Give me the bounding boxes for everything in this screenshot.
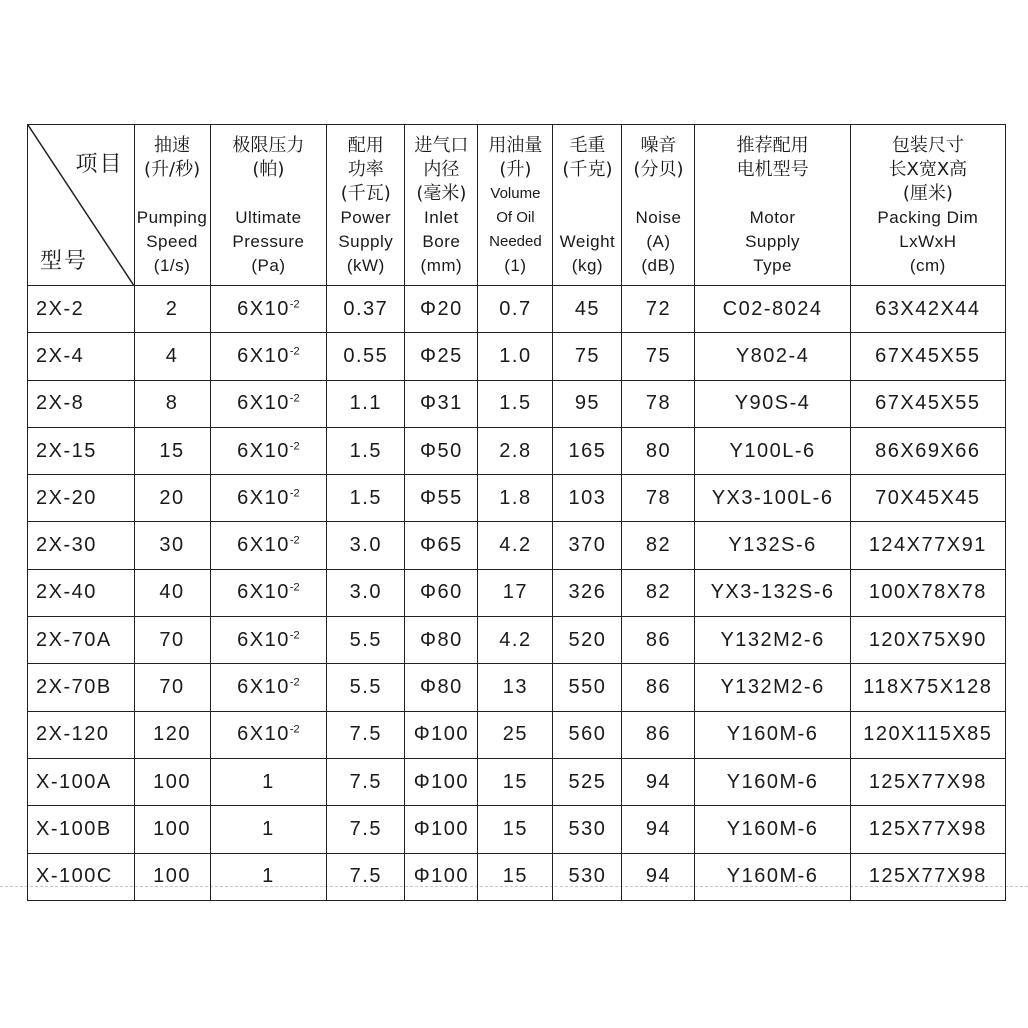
header-en-line: Power [340,208,392,227]
cell-power: 7.5 [327,806,405,853]
table-body [28,286,1006,901]
column-header-weight [553,125,622,286]
cell-inlet: Φ50 [405,427,478,474]
cell-model: X-100B [28,806,135,853]
header-en-line: (1/s) [153,256,191,275]
cell-pack: 125X77X98 [850,758,1005,805]
header-cn-line: 内径 [423,159,460,180]
cell-inlet: Φ100 [405,806,478,853]
header-row [28,125,1006,286]
header-en-line: (Pa) [251,256,286,275]
cell-pack: 124X77X91 [850,522,1005,569]
cell-pack: 86X69X66 [850,427,1005,474]
cell-power: 5.5 [327,617,405,664]
pressure-base: 1 [262,770,275,793]
header-en-line: (dB) [641,256,676,275]
pressure-exponent: -2 [289,487,300,500]
column-header-power [327,125,405,286]
header-en-line: (A) [646,232,671,251]
cell-oil: 1.8 [478,475,553,522]
pressure-base: 6X10 [237,486,290,509]
cell-speed: 30 [134,522,210,569]
header-cn-line: 包装尺寸 [891,135,964,156]
pressure-exponent: -2 [289,534,300,547]
cell-power: 7.5 [327,853,405,900]
header-en-line: Motor [749,208,796,227]
cell-model: 2X-4 [28,333,135,380]
pressure-exponent: -2 [289,581,300,594]
cell-inlet: Φ25 [405,333,478,380]
header-en-line: Bore [422,232,461,251]
cell-pack: 67X45X55 [850,380,1005,427]
cell-pressure [210,475,327,522]
cell-noise: 72 [622,286,695,333]
spec-table [27,124,1006,901]
header-cn-line: (毫米) [416,183,467,204]
cell-speed: 40 [134,569,210,616]
header-en-line: Ultimate [235,208,302,227]
cell-model: 2X-70B [28,664,135,711]
cell-model: 2X-20 [28,475,135,522]
cell-pack: 67X45X55 [850,333,1005,380]
column-header-oil [478,125,553,286]
header-cn-line: 毛重 [569,135,606,156]
column-header-speed [134,125,210,286]
cell-model: 2X-120 [28,711,135,758]
header-en-line: Pumping [136,208,208,227]
cell-weight: 560 [553,711,622,758]
header-en-line: Packing Dim [877,208,979,227]
cell-pressure [210,286,327,333]
column-header-inlet [405,125,478,286]
cell-weight: 525 [553,758,622,805]
pressure-base: 6X10 [237,723,290,746]
cell-oil: 0.7 [478,286,553,333]
cell-motor: YX3-100L-6 [695,475,850,522]
cell-inlet: Φ80 [405,664,478,711]
pressure-base: 6X10 [237,392,290,415]
cell-pressure [210,380,327,427]
header-en-line: Weight [559,232,616,251]
pressure-base: 6X10 [237,439,290,462]
cell-weight: 95 [553,380,622,427]
cell-inlet: Φ20 [405,286,478,333]
cell-pressure [210,617,327,664]
column-header-pack [850,125,1005,286]
cell-weight: 45 [553,286,622,333]
pressure-base: 6X10 [237,344,290,367]
table-row [28,617,1006,664]
cell-speed: 100 [134,806,210,853]
table-row [28,711,1006,758]
table-row [28,286,1006,333]
cell-weight: 103 [553,475,622,522]
cell-weight: 550 [553,664,622,711]
cell-weight: 530 [553,853,622,900]
cell-speed: 70 [134,664,210,711]
cell-motor: C02-8024 [695,286,850,333]
pressure-exponent: -2 [289,345,300,358]
table-row [28,522,1006,569]
header-cn-line: 推荐配用 [736,135,809,156]
cell-weight: 530 [553,806,622,853]
header-en-line: Type [753,256,792,275]
cell-oil: 15 [478,758,553,805]
cell-model: 2X-30 [28,522,135,569]
cell-inlet: Φ31 [405,380,478,427]
cell-speed: 20 [134,475,210,522]
cell-inlet: Φ80 [405,617,478,664]
cell-power: 0.37 [327,286,405,333]
table-row [28,380,1006,427]
header-en-line: Volume [490,185,541,202]
cell-pack: 100X78X78 [850,569,1005,616]
cell-oil: 15 [478,853,553,900]
header-en-line: Speed [146,232,198,251]
cell-power: 1.5 [327,427,405,474]
cell-model: X-100C [28,853,135,900]
cell-model: 2X-40 [28,569,135,616]
table-row [28,806,1006,853]
cell-motor: YX3-132S-6 [695,569,850,616]
cell-noise: 78 [622,475,695,522]
header-en-line: (kW) [346,256,385,275]
cell-pack: 120X115X85 [850,711,1005,758]
header-en-line: Noise [635,208,682,227]
cell-inlet: Φ55 [405,475,478,522]
cell-power: 5.5 [327,664,405,711]
cell-noise: 94 [622,758,695,805]
cell-oil: 15 [478,806,553,853]
cell-power: 3.0 [327,522,405,569]
cell-motor: Y802-4 [695,333,850,380]
cell-motor: Y132M2-6 [695,664,850,711]
table-row [28,664,1006,711]
cell-motor: Y100L-6 [695,427,850,474]
pressure-exponent: -2 [289,629,300,642]
cell-pressure [210,806,327,853]
header-en-line: Supply [745,232,801,251]
cell-inlet: Φ100 [405,711,478,758]
corner-header-cell [28,125,135,286]
cell-power: 1.5 [327,475,405,522]
cell-oil: 1.5 [478,380,553,427]
cell-motor: Y132S-6 [695,522,850,569]
cell-noise: 86 [622,711,695,758]
cell-noise: 94 [622,853,695,900]
cell-oil: 4.2 [478,617,553,664]
column-header-pressure [210,125,327,286]
cell-pack: 70X45X45 [850,475,1005,522]
header-cn-line: (千瓦) [340,183,391,204]
cell-power: 0.55 [327,333,405,380]
pressure-exponent: -2 [289,723,300,736]
header-en-line: (cm) [909,256,946,275]
cell-pressure [210,664,327,711]
cell-pressure [210,522,327,569]
cell-motor: Y160M-6 [695,711,850,758]
cell-model: 2X-15 [28,427,135,474]
cell-inlet: Φ100 [405,853,478,900]
cell-model: 2X-8 [28,380,135,427]
cell-speed: 8 [134,380,210,427]
cell-weight: 370 [553,522,622,569]
cell-model: 2X-70A [28,617,135,664]
cell-power: 7.5 [327,711,405,758]
header-en-line: Of Oil [496,209,535,226]
cell-motor: Y160M-6 [695,853,850,900]
header-cn-line: 用油量 [488,135,543,156]
cell-oil: 17 [478,569,553,616]
header-cn-line: 进气口 [414,135,469,156]
pressure-exponent: -2 [289,392,300,405]
cell-oil: 1.0 [478,333,553,380]
cell-motor: Y90S-4 [695,380,850,427]
header-en-line: (1) [504,256,527,275]
header-cn-line: (帕) [252,159,285,180]
cell-speed: 2 [134,286,210,333]
header-en-line: (mm) [420,256,463,275]
header-cn-line: (升/秒) [144,159,201,180]
cell-pressure [210,758,327,805]
column-header-motor [695,125,850,286]
cell-model: 2X-2 [28,286,135,333]
cell-power: 1.1 [327,380,405,427]
column-header-noise [622,125,695,286]
table-row [28,475,1006,522]
pressure-base: 6X10 [237,297,290,320]
cell-pack: 125X77X98 [850,853,1005,900]
cell-noise: 86 [622,617,695,664]
cell-speed: 100 [134,853,210,900]
cell-inlet: Φ100 [405,758,478,805]
header-en-line: Supply [338,232,394,251]
cell-noise: 80 [622,427,695,474]
cell-noise: 94 [622,806,695,853]
corner-model-label: 型号 [40,249,89,274]
header-cn-line: 功率 [347,159,384,180]
cell-pack: 118X75X128 [850,664,1005,711]
header-cn-line: 长X宽X高 [888,159,968,180]
cell-motor: Y160M-6 [695,806,850,853]
header-cn-line: 极限压力 [232,135,305,156]
pressure-base: 1 [262,865,275,888]
cell-pressure [210,333,327,380]
cell-noise: 78 [622,380,695,427]
pressure-base: 6X10 [237,534,290,557]
header-en-line: Needed [489,233,542,250]
pressure-base: 6X10 [237,581,290,604]
cell-oil: 4.2 [478,522,553,569]
pressure-exponent: -2 [289,297,300,310]
cell-speed: 100 [134,758,210,805]
table-row [28,758,1006,805]
header-cn-line: (升) [499,159,532,180]
cell-pressure [210,569,327,616]
header-en-line: Inlet [424,208,459,227]
cell-power: 3.0 [327,569,405,616]
header-en-line: Pressure [232,232,305,251]
cell-speed: 4 [134,333,210,380]
cell-inlet: Φ60 [405,569,478,616]
cell-weight: 326 [553,569,622,616]
cell-oil: 2.8 [478,427,553,474]
cell-oil: 25 [478,711,553,758]
cell-pack: 125X77X98 [850,806,1005,853]
pressure-exponent: -2 [289,439,300,452]
cell-weight: 75 [553,333,622,380]
pressure-base: 6X10 [237,676,290,699]
cell-speed: 120 [134,711,210,758]
pressure-base: 1 [262,817,275,840]
pressure-exponent: -2 [289,676,300,689]
cell-speed: 15 [134,427,210,474]
cell-pack: 63X42X44 [850,286,1005,333]
header-cn-line: (分贝) [633,159,684,180]
cell-noise: 82 [622,522,695,569]
cell-pressure [210,853,327,900]
header-cn-line: 噪音 [640,135,677,156]
cell-oil: 13 [478,664,553,711]
header-cn-line: 抽速 [154,135,191,156]
table-row [28,427,1006,474]
header-cn-line: 配用 [347,135,384,156]
cell-pressure [210,711,327,758]
cell-model: X-100A [28,758,135,805]
cell-motor: Y132M2-6 [695,617,850,664]
header-cn-line: (厘米) [902,183,953,204]
table-row [28,333,1006,380]
table-row [28,853,1006,900]
cell-noise: 82 [622,569,695,616]
header-cn-line: 电机型号 [736,159,809,180]
table-row [28,569,1006,616]
cell-noise: 86 [622,664,695,711]
pressure-base: 6X10 [237,628,290,651]
corner-item-label: 项目 [75,152,124,177]
cell-power: 7.5 [327,758,405,805]
header-en-line: LxWxH [899,232,957,251]
cell-noise: 75 [622,333,695,380]
cell-pack: 120X75X90 [850,617,1005,664]
cell-weight: 520 [553,617,622,664]
header-cn-line: (千克) [562,159,613,180]
cell-inlet: Φ65 [405,522,478,569]
cell-weight: 165 [553,427,622,474]
cell-pressure [210,427,327,474]
cell-motor: Y160M-6 [695,758,850,805]
cell-speed: 70 [134,617,210,664]
header-en-line: (kg) [571,256,604,275]
